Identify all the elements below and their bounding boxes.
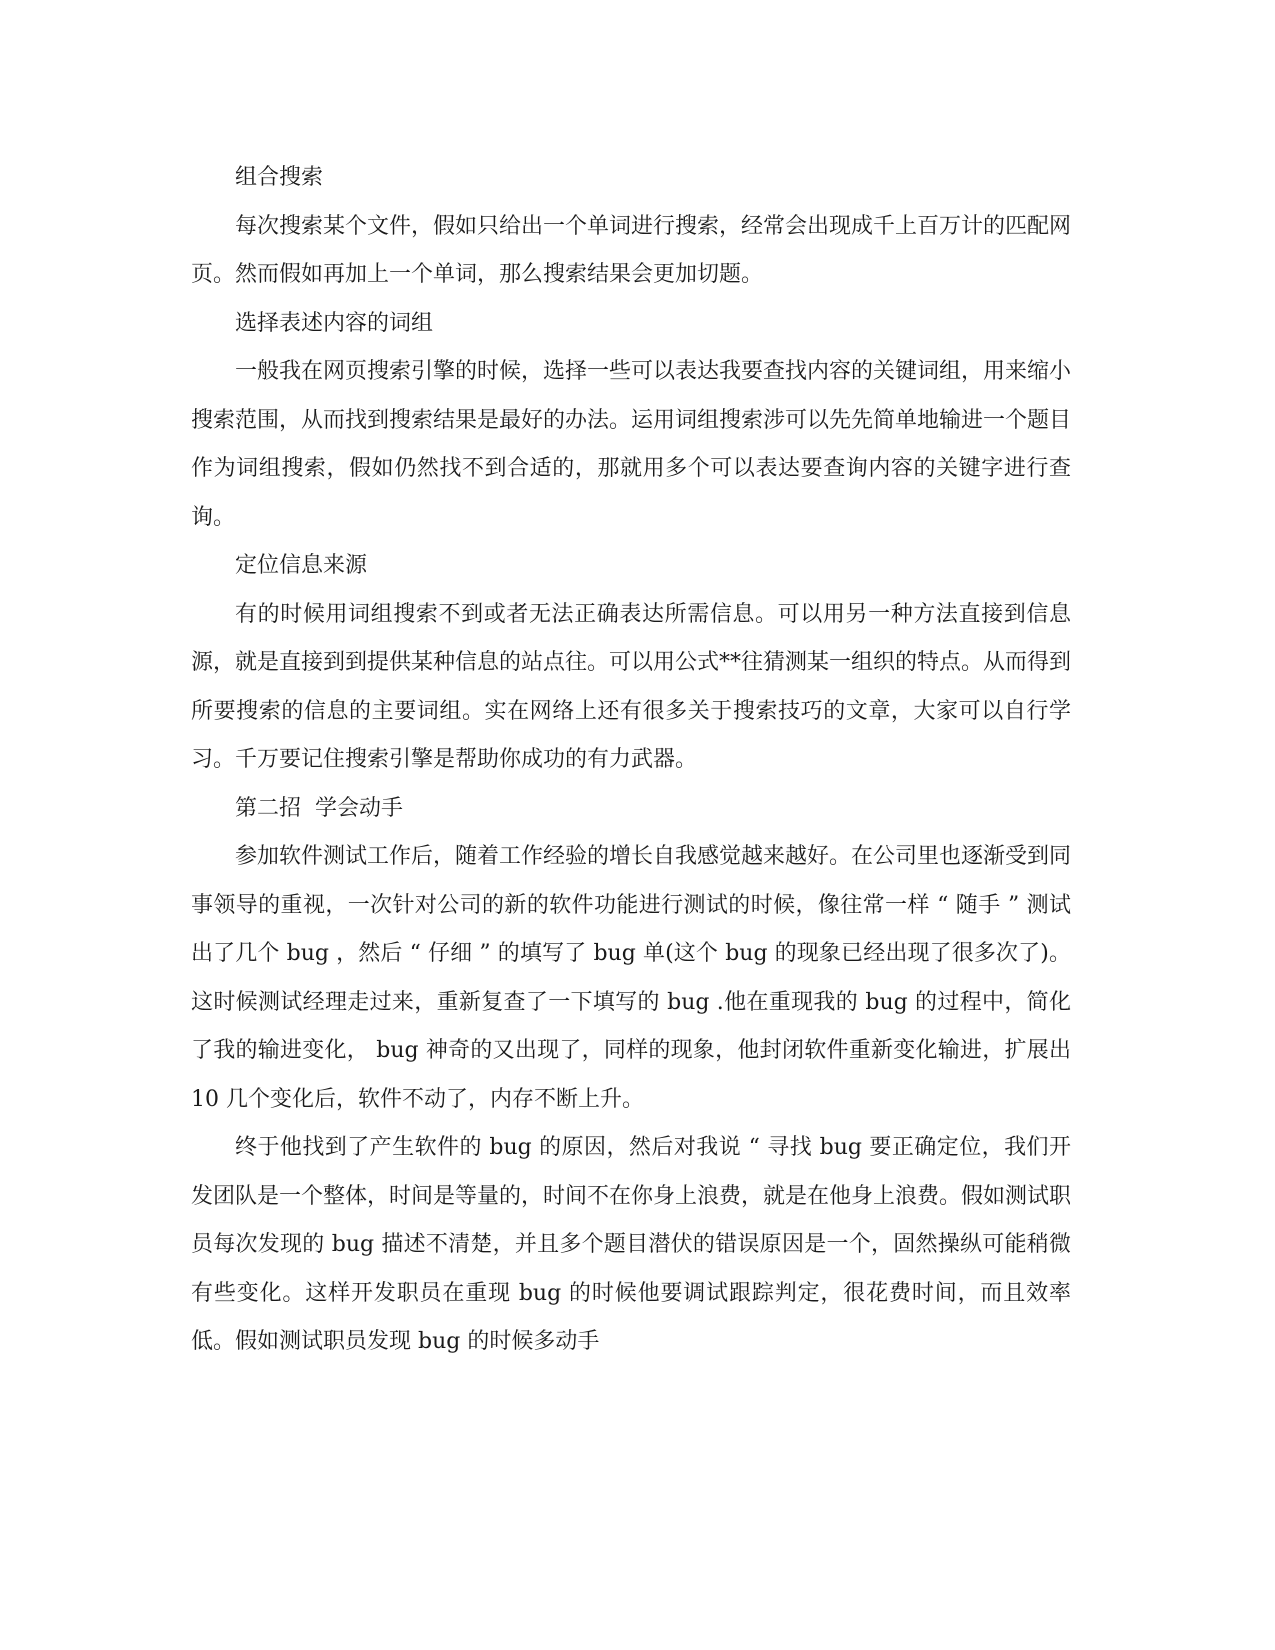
document-body xyxy=(191,154,1071,1367)
paragraph-bug-locating: 终于他找到了产生软件的 bug 的原因，然后对我说 “ 寻找 bug 要正确定位，我们开发团队是一个整体，时间是等量的，时间不在你身上浪费，就是在他身上浪费。假如测试职员每次发现的 bug 描述不清楚，并且多个题目潜伏的错误原因是一个，固然操纵可能稍微有些变化。这样开发职员在重现 bug 的时候他要调试跟踪判定，很花费时间，而且效率低。假如测试职员发现 bug 的时候多动手 xyxy=(191,1135,1072,1354)
paragraph-phrase-selection: 一般我在网页搜索引擎的时候，选择一些可以表达我要查找内容的关键词组，用来缩小搜索范围，从而找到搜索结果是最好的办法。运用词组搜索涉可以先先简单地输进一个题目作为词组搜索，假如仍然找不到合适的，那就用多个可以表达要查询内容的关键字进行查询。 xyxy=(191,359,1072,530)
section-heading-phrase-selection: 选择表述内容的词组 xyxy=(235,310,434,336)
paragraph-info-source: 有的时候用词组搜索不到或者无法正确表达所需信息。可以用另一种方法直接到信息源，就是直接到到提供某种信息的站点往。可以用公式**往猜测某一组织的特点。从而得到所要搜索的信息的主要词组。实在网络上还有很多关于搜索技巧的文章，大家可以自行学习。千万要记住搜索引擎是帮助你成功的有力武器。 xyxy=(191,601,1072,772)
section-heading-combined-search: 组合搜索 xyxy=(235,165,324,190)
section-heading-learn-hands-on: 第二招 学会动手 xyxy=(235,795,403,821)
paragraph-combined-search: 每次搜索某个文件，假如只给出一个单词进行搜索，经常会出现成千上百万计的匹配网页。然而假如再加上一个单词，那么搜索结果会更加切题。 xyxy=(191,213,1072,287)
paragraph-testing-experience: 参加软件测试工作后，随着工作经验的增长自我感觉越来越好。在公司里也逐渐受到同事领导的重视，一次针对公司的新的软件功能进行测试的时候，像往常一样 “ 随手 ” 测试出了几个 bug ，然后 “ 仔细 ” 的填写了 bug 单(这个 bug 的现象已经出现了很多次了)。这时候测试经理走过来，重新复查了一下填写的 bug .他在重现我的 bug 的过程中，简化了我的输进变化， bug 神奇的又出现了，同样的现象，他封闭软件重新变化输进，扩展出 10 几个变化后，软件不动了，内存不断上升。 xyxy=(191,844,1072,1112)
section-heading-info-source: 定位信息来源 xyxy=(235,553,368,578)
